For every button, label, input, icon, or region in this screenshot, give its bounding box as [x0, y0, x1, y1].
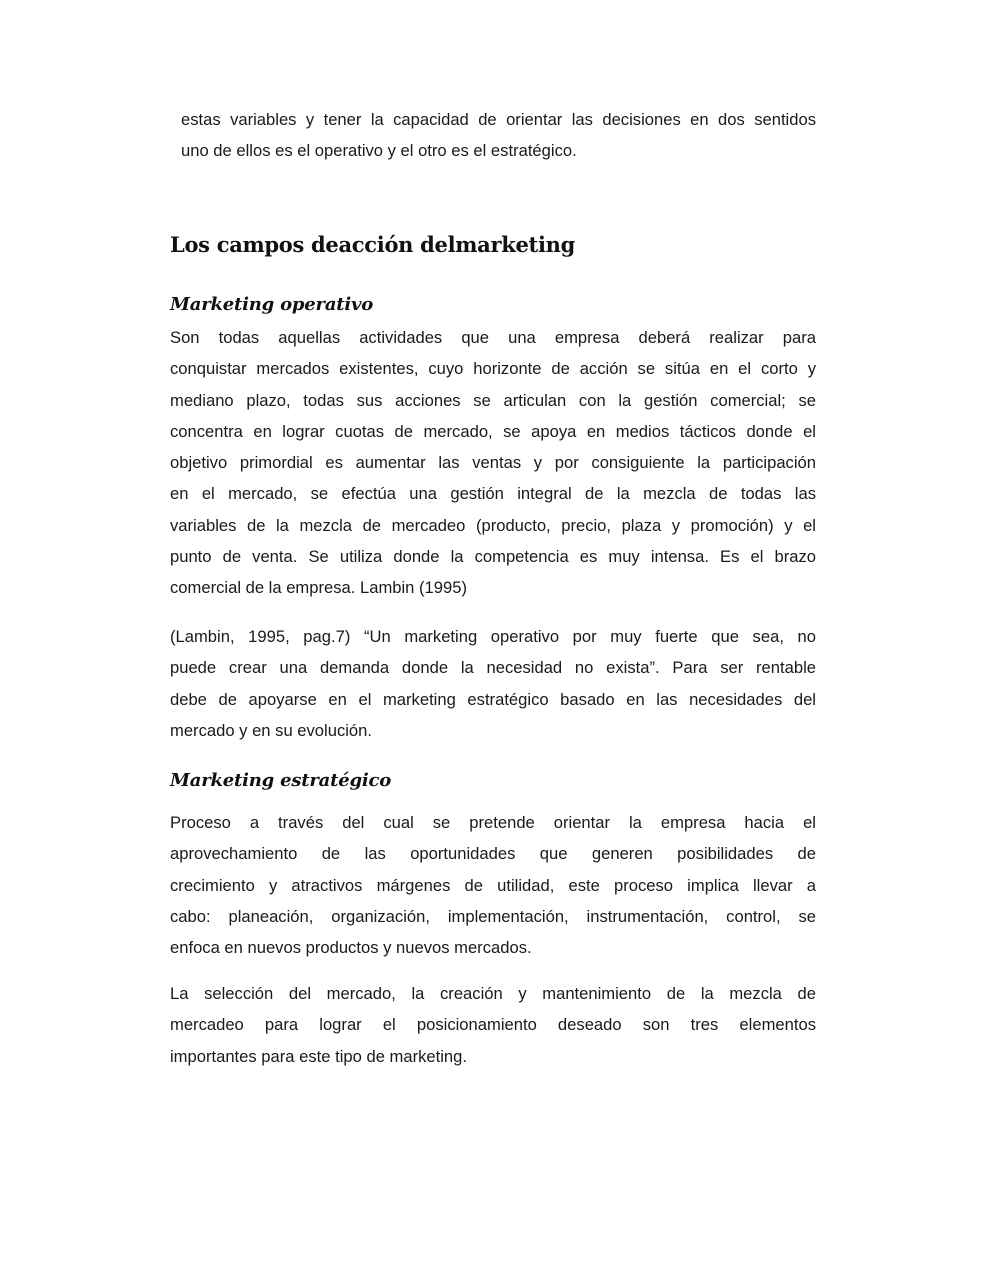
text-line: concentra en lograr cuotas de mercado, se apoya en medios tácticos donde el — [170, 421, 816, 441]
text-line: mediano plazo, todas sus acciones se articulan con la gestión comercial; se — [170, 390, 816, 410]
text-line: objetivo primordial es aumentar las ventas y por consiguiente la participación — [170, 453, 816, 473]
text-line: La selección del mercado, la creación y mantenimiento de la mezcla de — [170, 984, 816, 1003]
text-line: puede crear una demanda donde la necesidad no exista”. Para ser rentable — [170, 658, 816, 678]
text-line: uno de ellos es el operativo y el otro es el estratégico. — [181, 141, 577, 161]
text-line: Son todas aquellas actividades que una empresa deberá realizar para — [170, 328, 816, 347]
text-line: debe de apoyarse en el marketing estratégico basado en las necesidades del — [170, 689, 816, 709]
estrategico-paragraph-1 — [170, 807, 816, 963]
text-line: variables de la mezcla de mercadeo (producto, precio, plaza y promoción) y el — [170, 515, 816, 535]
text-line: cabo: planeación, organización, implementación, instrumentación, control, se — [170, 906, 816, 926]
text-line: Proceso a través del cual se pretende orientar la empresa hacia el — [170, 813, 816, 832]
text-line: estas variables y tener la capacidad de orientar las decisiones en dos sentidos — [181, 110, 816, 129]
text-line: crecimiento y atractivos márgenes de utilidad, este proceso implica llevar a — [170, 875, 816, 895]
subheading-marketing-operativo: Marketing operativo — [170, 294, 374, 315]
text-line: mercado y en su evolución. — [170, 720, 373, 740]
subheading-marketing-estrategico: Marketing estratégico — [170, 770, 392, 791]
text-line: en el mercado, se efectúa una gestión integral de la mezcla de todas las — [170, 484, 816, 504]
operativo-paragraph-1 — [170, 322, 816, 604]
text-line: enfoca en nuevos productos y nuevos mercados. — [170, 938, 532, 958]
estrategico-paragraph-2 — [170, 978, 816, 1072]
text-line: mercadeo para lograr el posicionamiento deseado son tres elementos — [170, 1015, 816, 1035]
text-line: aprovechamiento de las oportunidades que generen posibilidades de — [170, 844, 816, 864]
section-title: Los campos deacción delmarketing — [170, 232, 575, 257]
intro-paragraph — [181, 104, 816, 167]
text-line: (Lambin, 1995, pag.7) “Un marketing operativo por muy fuerte que sea, no — [170, 627, 816, 646]
operativo-paragraph-2 — [170, 621, 816, 746]
text-line: importantes para este tipo de marketing. — [170, 1046, 468, 1066]
text-line: comercial de la empresa. Lambin (1995) — [170, 578, 467, 598]
text-line: punto de venta. Se utiliza donde la competencia es muy intensa. Es el brazo — [170, 547, 816, 567]
text-line: conquistar mercados existentes, cuyo horizonte de acción se sitúa en el corto y — [170, 359, 816, 379]
